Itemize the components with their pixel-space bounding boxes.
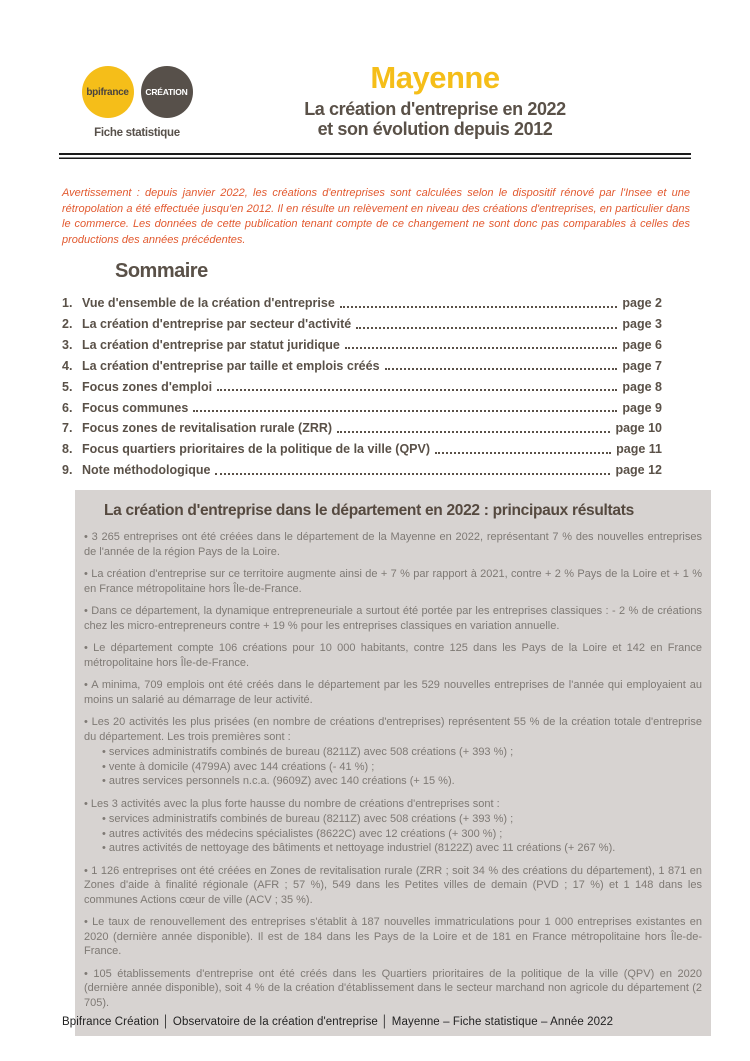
result-subitem: • services administratifs combinés de bureau (8211Z) avec 508 créations (+ 393 %) ; [102,812,702,827]
result-subitem: • autres services personnels n.c.a. (9609Z) avec 140 créations (+ 15 %). [102,774,702,789]
toc-item-number: 4. [62,358,73,373]
toc-item-page: page 6 [622,337,662,352]
page-subtitle-line2: et son évolution depuis 2012 [317,119,553,140]
toc-leader-dots [340,306,618,308]
toc-leader-dots [193,410,617,412]
toc-item-number: 5. [62,379,73,394]
toc-item-label: La création d'entreprise par statut juridique [82,337,340,352]
page-title: Mayenne [370,60,500,95]
creation-logo-icon [141,66,193,118]
header-divider [59,153,691,159]
toc-item-page: page 11 [616,442,662,457]
result-bullet-1 [84,530,702,559]
page-subtitle-line1: La création d'entreprise en 2022 [304,98,566,119]
key-results-panel [75,490,711,1036]
toc-item-label: Note méthodologique [82,463,211,478]
result-text: • Les 20 activités les plus prisées (en nombre de créations d'entreprises) représentent 55 % de la création totale d'entreprise du département. Les trois premières sont : [84,715,702,744]
result-bullet-9 [84,915,702,959]
toc-item-7 [62,418,662,439]
result-sublist [102,745,702,789]
result-bullet-10 [84,967,702,1011]
toc-item-number: 3. [62,337,73,352]
toc-leader-dots [385,368,618,370]
toc-list [62,293,662,481]
result-subitem: • autres activités des médecins spécialistes (8622C) avec 12 créations (+ 300 %) ; [102,827,702,842]
toc-item-number: 7. [62,421,73,436]
result-text: • Dans ce département, la dynamique entrepreneuriale a surtout été portée par les entreprises classiques : - 2 % de créations chez les micro-entrepreneurs contre + 19 % pour les entreprises classiques en variation annuelle. [84,604,702,633]
results-heading: La création d'entreprise dans le département en 2022 : principaux résultats [104,502,634,519]
result-subitem: • vente à domicile (4799A) avec 144 créations (- 41 %) ; [102,760,702,775]
toc-leader-dots [435,452,611,454]
toc-heading: Sommaire [115,260,208,282]
toc-item-3 [62,335,662,356]
result-bullet-6 [84,715,702,789]
result-bullet-5 [84,678,702,707]
logo-circles [68,66,206,118]
toc-item-page: page 10 [615,421,662,436]
toc-item-label: La création d'entreprise par taille et emplois créés [82,358,380,373]
result-text: • La création d'entreprise sur ce territoire augmente ainsi de + 7 % par rapport à 2021, contre + 2 % Pays de la Loire et + 1 % en France métropolitaine hors Île-de-France. [84,567,702,596]
toc-item-2 [62,314,662,335]
toc-item-label: Focus quartiers prioritaires de la politique de la ville (QPV) [82,442,431,457]
toc-leader-dots [345,347,618,349]
toc-item-page: page 2 [622,296,662,311]
result-bullet-8 [84,864,702,908]
logo-caption: Fiche statistique [94,127,180,139]
toc-item-4 [62,356,662,377]
toc-item-label: Vue d'ensemble de la création d'entreprise [82,296,335,311]
toc-item-6 [62,397,662,418]
result-bullet-2 [84,567,702,596]
result-text: • 105 établissements d'entreprise ont été créés dans les Quartiers prioritaires de la politique de la ville (QPV) en 2020 (dernière année disponible), soit 4 % de la création d'établissement dans le secteur marchand non agricole du département (2 705). [84,967,702,1011]
title-block [235,62,635,140]
toc-item-number: 9. [62,463,73,478]
footer-text: Bpifrance Création │ Observatoire de la création d'entreprise │ Mayenne – Fiche statistique – Année 2022 [62,1016,614,1028]
toc-item-9 [62,460,662,481]
toc-item-page: page 7 [622,358,662,373]
result-subitem: • services administratifs combinés de bureau (8211Z) avec 508 créations (+ 393 %) ; [102,745,702,760]
toc-leader-dots [217,389,617,391]
toc-leader-dots [356,327,617,329]
toc-item-page: page 8 [622,379,662,394]
result-bullet-4 [84,641,702,670]
bpifrance-logo-label: bpifrance [86,86,129,98]
toc-item-page: page 3 [622,317,662,332]
bpifrance-logo-icon [82,66,134,118]
result-text: • 3 265 entreprises ont été créées dans le département de la Mayenne en 2022, représentant 7 % des nouvelles entreprises de l'année de la région Pays de la Loire. [84,530,702,559]
toc-leader-dots [337,431,610,433]
creation-logo-label: CRÉATION [145,87,188,97]
result-text: • Les 3 activités avec la plus forte hausse du nombre de créations d'entreprises sont : [84,797,702,812]
page-footer [62,1016,702,1028]
result-subitem: • autres activités de nettoyage des bâtiments et nettoyage industriel (8122Z) avec 11 créations (+ 267 %). [102,841,702,856]
toc-item-5 [62,377,662,398]
toc-item-label: La création d'entreprise par secteur d'activité [82,317,352,332]
document-header [0,0,750,155]
bpifrance-creation-logo [68,66,206,139]
toc-item-number: 1. [62,296,73,311]
result-bullet-7 [84,797,702,856]
toc-item-page: page 9 [622,400,662,415]
toc-item-label: Focus communes [82,400,189,415]
result-text: • A minima, 709 emplois ont été créés dans le département par les 529 nouvelles entreprises de l'année qui employaient au moins un salarié au démarrage de leur activité. [84,678,702,707]
page-subtitle [235,99,635,140]
toc-item-number: 6. [62,400,73,415]
result-text: • Le département compte 106 créations pour 10 000 habitants, contre 125 dans les Pays de la Loire et 142 en France métropolitaine hors Île-de-France. [84,641,702,670]
toc-item-page: page 12 [615,463,662,478]
table-of-contents [62,260,662,481]
toc-item-label: Focus zones d'emploi [82,379,213,394]
result-sublist [102,812,702,856]
toc-item-number: 8. [62,442,73,457]
result-text: • 1 126 entreprises ont été créées en Zones de revitalisation rurale (ZRR ; soit 34 % des créations du département), 1 871 en Zones d'aide à finalité régionale (AFR ; 57 %), 549 dans les Petites villes de demain (PVD ; 17 %) et 1 148 dans les communes Actions cœur de ville (ACV ; 35 %). [84,864,702,908]
toc-leader-dots [215,473,610,475]
toc-item-label: Focus zones de revitalisation rurale (ZRR) [82,421,333,436]
toc-item-8 [62,439,662,460]
result-text: • Le taux de renouvellement des entreprises s'établit à 187 nouvelles immatriculations pour 1 000 entreprises existantes en 2020 (dernière année disponible). Il est de 184 dans les Pays de la Loire et de 181 en France métropolitaine hors Île-de-France. [84,915,702,959]
toc-item-number: 2. [62,317,73,332]
result-bullet-3 [84,604,702,633]
notice-text: Avertissement : depuis janvier 2022, les créations d'entreprises sont calculées selon le dispositif rénové par l'Insee et une rétropolation a été effectuée jusqu'en 2012. Il en résulte un relèvement en niveau des créations d'entreprises, en particulier dans le commerce. Les données de cette publication tenant compte de ce changement ne sont donc pas comparables à celles des productions des années précédentes. [62,187,690,246]
toc-item-1 [62,293,662,314]
